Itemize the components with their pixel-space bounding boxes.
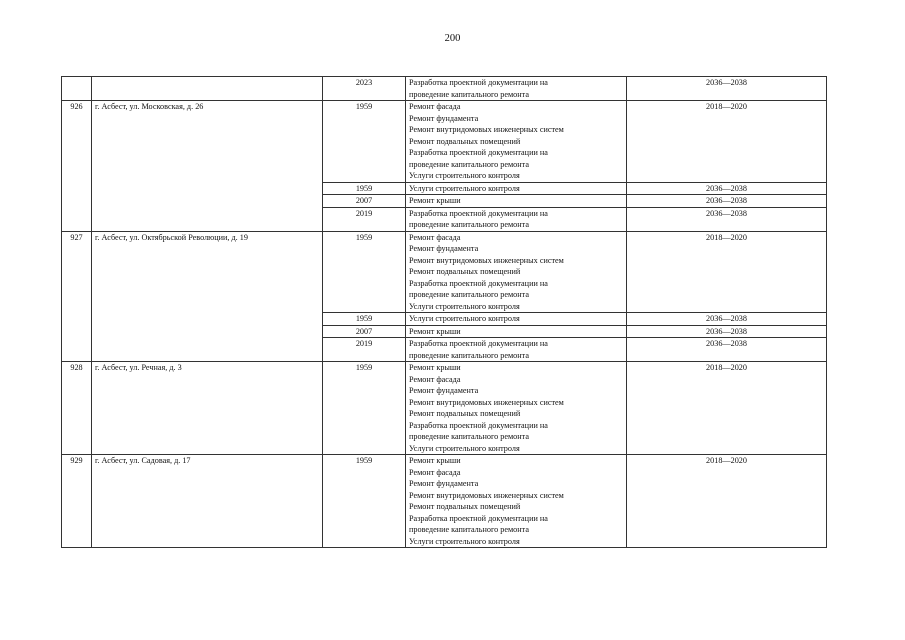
row-year: 2019 <box>323 207 406 231</box>
work-item: проведение капитального ремонта <box>409 290 529 299</box>
work-item: Ремонт фасада <box>409 374 461 384</box>
work-item: Услуги строительного контроля <box>409 183 520 193</box>
row-year: 2007 <box>323 325 406 338</box>
row-works <box>406 195 627 208</box>
row-term: 2036—2038 <box>627 313 827 326</box>
table-row <box>62 455 827 548</box>
row-address: г. Асбест, ул. Московская, д. 26 <box>92 101 323 232</box>
row-year: 2023 <box>323 77 406 101</box>
row-number: 927 <box>62 231 92 362</box>
row-term: 2036—2038 <box>627 195 827 208</box>
page-number: 200 <box>444 33 461 44</box>
work-item: Ремонт подвальных помещений <box>409 267 521 276</box>
table-row <box>62 362 827 455</box>
work-item: проведение капитального ремонта <box>409 159 529 169</box>
work-item: Ремонт внутридомовых инженерных систем <box>409 397 564 407</box>
work-item: проведение капитального ремонта <box>409 350 529 360</box>
work-item: Ремонт подвальных помещений <box>409 409 521 418</box>
work-item: Разработка проектной документации на <box>409 339 548 348</box>
work-item: Разработка проектной документации на <box>409 420 548 430</box>
work-item: проведение капитального ремонта <box>409 220 529 229</box>
row-year: 1959 <box>323 313 406 326</box>
work-item: Ремонт фасада <box>409 467 461 477</box>
row-year: 1959 <box>323 362 406 455</box>
row-year: 1959 <box>323 182 406 195</box>
row-year: 1959 <box>323 231 406 313</box>
row-year: 1959 <box>323 455 406 548</box>
work-item: Ремонт фасада <box>409 102 461 111</box>
work-item: Разработка проектной документации на <box>409 278 548 288</box>
row-works <box>406 182 627 195</box>
row-address: г. Асбест, ул. Речная, д. 3 <box>92 362 323 455</box>
row-works <box>406 77 627 101</box>
row-term: 2036—2038 <box>627 77 827 101</box>
row-number <box>62 77 92 101</box>
table-row <box>62 101 827 183</box>
row-works <box>406 455 627 548</box>
work-item: Ремонт фундамента <box>409 113 479 123</box>
row-term: 2036—2038 <box>627 325 827 338</box>
repair-schedule-table <box>61 76 827 548</box>
row-number: 926 <box>62 101 92 232</box>
work-item: Ремонт фундамента <box>409 244 479 253</box>
work-item: Ремонт крыши <box>409 326 461 336</box>
row-number: 928 <box>62 362 92 455</box>
row-address: г. Асбест, ул. Октябрьской Революции, д. 19 <box>92 231 323 362</box>
work-item: Услуги строительного контроля <box>409 314 520 323</box>
table-row <box>62 77 827 101</box>
row-year: 2007 <box>323 195 406 208</box>
work-item: Ремонт внутридомовых инженерных систем <box>409 255 564 265</box>
row-works <box>406 231 627 313</box>
row-year: 2019 <box>323 338 406 362</box>
work-item: Услуги строительного контроля <box>409 301 520 311</box>
work-item: Услуги строительного контроля <box>409 536 520 546</box>
work-item: Ремонт фасада <box>409 232 461 242</box>
work-item: Разработка проектной документации на <box>409 208 548 218</box>
work-item: Ремонт фундамента <box>409 479 479 488</box>
row-works <box>406 313 627 326</box>
work-item: Услуги строительного контроля <box>409 443 520 453</box>
work-item: Ремонт крыши <box>409 196 461 205</box>
row-number: 929 <box>62 455 92 548</box>
work-item: Разработка проектной документации на <box>409 78 548 87</box>
row-address: г. Асбест, ул. Садовая, д. 17 <box>92 455 323 548</box>
row-year: 1959 <box>323 101 406 183</box>
work-item: Ремонт фундамента <box>409 386 479 395</box>
row-works <box>406 101 627 183</box>
work-item: Ремонт крыши <box>409 363 461 372</box>
work-item: проведение капитального ремонта <box>409 432 529 441</box>
work-item: Ремонт крыши <box>409 456 461 465</box>
row-works <box>406 325 627 338</box>
work-item: проведение капитального ремонта <box>409 525 529 534</box>
row-term: 2018—2020 <box>627 101 827 183</box>
row-works <box>406 207 627 231</box>
row-works <box>406 338 627 362</box>
work-item: Услуги строительного контроля <box>409 171 520 180</box>
work-item: Разработка проектной документации на <box>409 148 548 157</box>
work-item: Ремонт внутридомовых инженерных систем <box>409 125 564 134</box>
work-item: проведение капитального ремонта <box>409 89 529 99</box>
row-term: 2018—2020 <box>627 455 827 548</box>
work-item: Ремонт внутридомовых инженерных систем <box>409 490 564 500</box>
work-item: Ремонт подвальных помещений <box>409 136 521 146</box>
row-works <box>406 362 627 455</box>
work-item: Разработка проектной документации на <box>409 513 548 523</box>
row-term: 2018—2020 <box>627 362 827 455</box>
row-term: 2036—2038 <box>627 182 827 195</box>
row-term: 2018—2020 <box>627 231 827 313</box>
table-row <box>62 231 827 313</box>
row-term: 2036—2038 <box>627 338 827 362</box>
row-term: 2036—2038 <box>627 207 827 231</box>
row-address <box>92 77 323 101</box>
work-item: Ремонт подвальных помещений <box>409 502 521 511</box>
